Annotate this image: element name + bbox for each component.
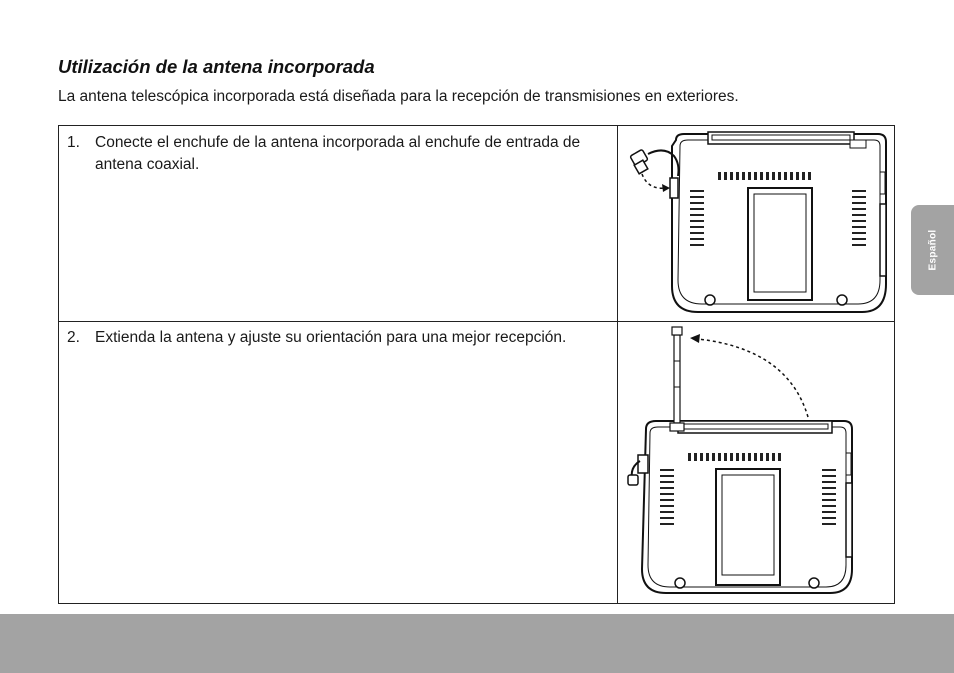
footer-bar xyxy=(0,614,954,673)
step-2-illustration xyxy=(618,321,894,603)
step-1-text-cell xyxy=(59,126,618,321)
language-tab-label: Español xyxy=(927,229,938,271)
step-2-text-cell xyxy=(59,321,618,603)
step-row-2 xyxy=(59,321,894,603)
step-2-text: Extienda la antena y ajuste su orientación para una mejor recepción. xyxy=(95,329,567,346)
step-1-number: 1. xyxy=(67,134,80,151)
step-2-number: 2. xyxy=(67,329,80,346)
language-side-tab xyxy=(911,205,954,295)
step-row-1 xyxy=(59,126,894,322)
steps-table xyxy=(58,125,895,604)
tv-extended-antenna-illustration xyxy=(618,321,894,601)
intro-paragraph: La antena telescópica incorporada está diseñada para la recepción de transmisiones en exteriores. xyxy=(58,88,739,105)
step-1-text: Conecte el enchufe de la antena incorporada al enchufe de entrada de antena coaxial. xyxy=(95,134,581,173)
section-title: Utilización de la antena incorporada xyxy=(58,56,375,77)
tv-back-antenna-plug-illustration xyxy=(618,126,894,319)
step-1-illustration xyxy=(618,126,894,321)
